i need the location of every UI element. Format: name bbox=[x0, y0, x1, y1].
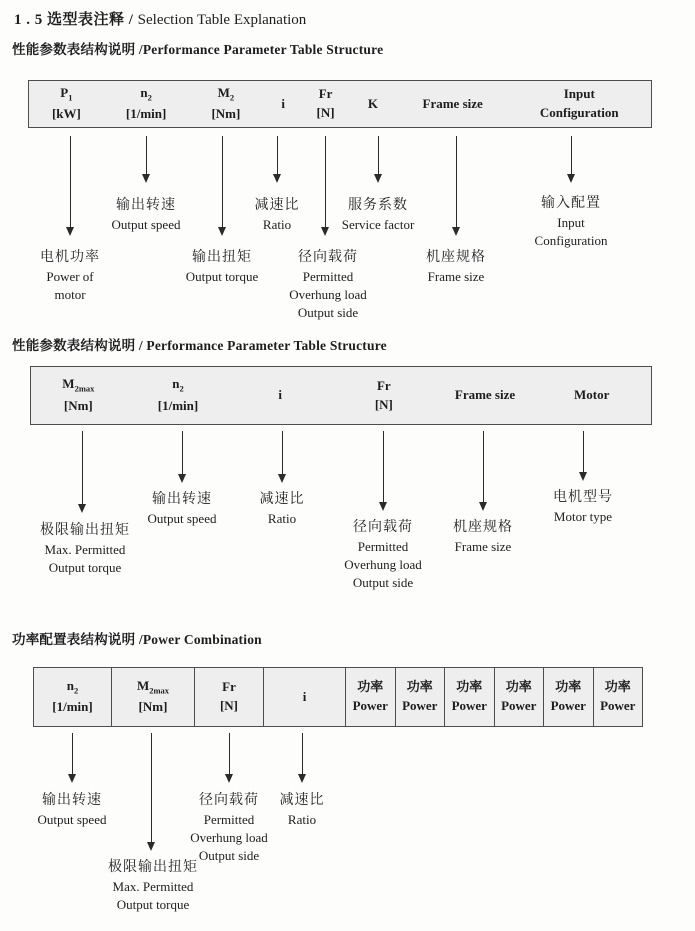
column-n2 bbox=[104, 81, 189, 127]
column-symbol bbox=[423, 97, 483, 112]
column-symbol bbox=[407, 680, 433, 695]
column-symbol bbox=[564, 87, 595, 102]
column-i bbox=[263, 81, 303, 127]
annotation-max-output-torque bbox=[40, 521, 130, 577]
column-power-1 bbox=[346, 668, 396, 726]
page-title-zh: 1 . 5 选型表注释 / bbox=[14, 12, 138, 28]
symbol-subscript: 2 bbox=[73, 685, 79, 696]
column-unit: [1/min] bbox=[157, 397, 199, 413]
annotation-line: 输出扭矩 bbox=[191, 250, 252, 265]
column-unit: Power bbox=[600, 698, 636, 713]
column-fr bbox=[330, 367, 438, 424]
symbol-subscript: 2 bbox=[229, 92, 235, 103]
column-symbol bbox=[357, 680, 383, 695]
annotation-output-speed bbox=[38, 791, 107, 829]
annotation-output-speed bbox=[148, 490, 217, 528]
down-arrow bbox=[176, 431, 188, 483]
annotation-output-torque bbox=[186, 248, 259, 286]
annotation-line: Max. Permitted bbox=[44, 541, 126, 557]
column-symbol bbox=[172, 377, 183, 394]
annotation-line: Output speed bbox=[37, 811, 107, 827]
column-p1 bbox=[29, 81, 104, 127]
column-unit: [N] bbox=[219, 698, 239, 713]
column-frame-size bbox=[438, 367, 533, 424]
column-frame-size bbox=[398, 81, 508, 127]
annotation-overhung-load bbox=[190, 791, 268, 865]
column-symbol bbox=[222, 680, 236, 695]
column-symbol bbox=[455, 388, 515, 403]
annotation-line: motor bbox=[54, 286, 86, 302]
section3-heading: 功率配置表结构说明 /Power Combination bbox=[12, 632, 262, 647]
annotation-line: 电机功率 bbox=[40, 250, 100, 265]
annotation-line: Frame size bbox=[427, 268, 485, 284]
column-unit: Power bbox=[550, 698, 586, 713]
symbol-text: Frame size bbox=[454, 387, 516, 403]
annotation-line: 减速比 bbox=[279, 793, 325, 808]
column-unit: [N] bbox=[316, 105, 335, 120]
column-symbol bbox=[67, 679, 78, 696]
column-unit: Power bbox=[402, 698, 438, 713]
annotation-frame-size bbox=[426, 248, 486, 286]
symbol-text: 功率 bbox=[456, 679, 483, 695]
annotation-line: 机座规格 bbox=[426, 250, 486, 265]
annotation-max-output-torque bbox=[108, 858, 198, 914]
column-symbol bbox=[281, 97, 285, 112]
column-symbol bbox=[218, 86, 235, 103]
annotation-line: 径向载荷 bbox=[298, 250, 358, 265]
page-title-en: Selection Table Explanation bbox=[137, 12, 307, 28]
column-unit: Power bbox=[352, 698, 388, 713]
symbol-text: Frame size bbox=[422, 95, 483, 111]
column-power-4 bbox=[495, 668, 545, 726]
symbol-text: i bbox=[278, 387, 282, 403]
symbol-text: n bbox=[172, 376, 180, 392]
column-motor bbox=[532, 367, 651, 424]
annotation-line: Input bbox=[557, 214, 585, 230]
column-i bbox=[230, 367, 330, 424]
symbol-subscript: 2 bbox=[147, 92, 152, 103]
down-arrow bbox=[145, 733, 157, 851]
column-unit: [N] bbox=[374, 396, 393, 412]
column-symbol bbox=[456, 680, 482, 695]
column-symbol bbox=[62, 377, 94, 394]
column-fr bbox=[195, 668, 264, 726]
annotation-line: Permitted bbox=[203, 811, 255, 827]
column-symbol bbox=[303, 690, 307, 705]
annotation-line: Frame size bbox=[454, 538, 512, 554]
column-symbol bbox=[506, 680, 532, 695]
annotation-line: 极限输出扭矩 bbox=[40, 523, 130, 538]
symbol-text: i bbox=[281, 95, 286, 111]
annotation-line: Power of bbox=[46, 268, 94, 284]
symbol-text: M bbox=[62, 376, 75, 392]
down-arrow bbox=[377, 431, 389, 511]
symbol-text: Fr bbox=[222, 679, 236, 695]
annotation-line: 电机型号 bbox=[553, 490, 613, 505]
down-arrow bbox=[372, 136, 384, 183]
symbol-text: Input bbox=[563, 86, 595, 102]
annotation-line: Output torque bbox=[48, 559, 122, 575]
annotation-line: Output side bbox=[352, 574, 414, 590]
down-arrow bbox=[276, 431, 288, 483]
column-unit: Power bbox=[451, 698, 487, 713]
down-arrow bbox=[140, 136, 152, 183]
column-input-configuration bbox=[507, 81, 651, 127]
annotation-ratio bbox=[260, 490, 305, 528]
column-unit: Power bbox=[501, 698, 537, 713]
column-symbol bbox=[555, 680, 581, 695]
symbol-text: 功率 bbox=[406, 679, 433, 695]
section1-heading: 性能参数表结构说明 /Performance Parameter Table Structure bbox=[12, 42, 384, 57]
down-arrow bbox=[296, 733, 308, 783]
symbol-text: 功率 bbox=[555, 679, 582, 695]
down-arrow bbox=[477, 431, 489, 511]
down-arrow bbox=[565, 136, 577, 183]
power-combination-table bbox=[33, 667, 643, 727]
annotation-service-factor bbox=[342, 196, 415, 234]
column-power-6 bbox=[594, 668, 643, 726]
annotation-line: Output speed bbox=[147, 510, 217, 526]
section2-heading: 性能参数表结构说明 / Performance Parameter Table Structure bbox=[12, 338, 387, 353]
down-arrow bbox=[223, 733, 235, 783]
column-unit: [Nm] bbox=[211, 106, 241, 122]
annotation-line: Output side bbox=[198, 847, 260, 863]
symbol-text: 功率 bbox=[505, 679, 532, 695]
column-power-5 bbox=[544, 668, 594, 726]
down-arrow bbox=[577, 431, 589, 481]
symbol-text: i bbox=[302, 688, 307, 704]
column-n2 bbox=[126, 367, 231, 424]
annotation-output-speed bbox=[112, 196, 181, 234]
annotation-line: 减速比 bbox=[254, 198, 300, 213]
column-unit: [1/min] bbox=[52, 699, 93, 715]
column-symbol bbox=[278, 388, 282, 403]
annotation-line: Max. Permitted bbox=[112, 878, 194, 894]
symbol-subscript: 1 bbox=[68, 92, 73, 103]
annotation-line: Motor type bbox=[553, 508, 613, 524]
symbol-text: 功率 bbox=[604, 679, 631, 695]
annotation-line: 径向载荷 bbox=[199, 793, 259, 808]
annotation-line: 输出转速 bbox=[42, 793, 102, 808]
annotation-ratio bbox=[255, 196, 300, 234]
column-symbol bbox=[140, 86, 151, 103]
annotation-line: Output torque bbox=[185, 268, 259, 284]
symbol-text: M bbox=[136, 677, 150, 693]
column-symbol bbox=[368, 97, 378, 112]
annotation-input-configuration bbox=[535, 194, 608, 250]
column-m2max bbox=[31, 367, 126, 424]
page-title bbox=[14, 8, 306, 29]
annotation-overhung-load bbox=[344, 518, 422, 592]
annotation-line: 极限输出扭矩 bbox=[108, 860, 198, 875]
performance-table-1 bbox=[28, 80, 652, 128]
annotation-line: Output speed bbox=[111, 216, 181, 232]
symbol-text: 功率 bbox=[357, 679, 384, 695]
column-symbol bbox=[574, 388, 609, 403]
annotation-frame-size bbox=[453, 518, 513, 556]
annotation-line: Overhung load bbox=[190, 829, 268, 845]
down-arrow bbox=[450, 136, 462, 236]
annotation-line: Ratio bbox=[262, 216, 292, 232]
down-arrow bbox=[319, 136, 331, 236]
symbol-text: Motor bbox=[573, 387, 610, 403]
down-arrow bbox=[76, 431, 88, 513]
symbol-text: n bbox=[66, 677, 74, 693]
annotation-ratio bbox=[280, 791, 325, 829]
annotation-line: Permitted bbox=[302, 268, 354, 284]
symbol-subscript: 2max bbox=[149, 685, 170, 696]
column-power-2 bbox=[396, 668, 446, 726]
column-m2max bbox=[112, 668, 195, 726]
symbol-text: Fr bbox=[376, 377, 391, 393]
annotation-line: Configuration bbox=[534, 232, 608, 248]
annotation-line: 减速比 bbox=[259, 492, 305, 507]
column-unit: [Nm] bbox=[63, 397, 93, 413]
symbol-text: K bbox=[367, 95, 378, 111]
annotation-line: 径向载荷 bbox=[353, 520, 413, 535]
annotation-line: Ratio bbox=[287, 811, 317, 827]
annotation-line: 输出转速 bbox=[152, 492, 212, 507]
down-arrow bbox=[216, 136, 228, 236]
down-arrow bbox=[271, 136, 283, 183]
column-unit: [kW] bbox=[51, 106, 81, 122]
annotation-line: Overhung load bbox=[289, 286, 367, 302]
annotation-line: Output side bbox=[297, 304, 359, 320]
annotation-line: 输入配置 bbox=[541, 196, 601, 211]
symbol-subscript: 2 bbox=[179, 383, 184, 394]
annotation-line: Overhung load bbox=[344, 556, 422, 572]
column-symbol bbox=[319, 87, 333, 102]
annotation-motor-type bbox=[553, 488, 613, 526]
symbol-text: n bbox=[140, 84, 148, 100]
column-symbol bbox=[60, 86, 72, 103]
column-i bbox=[264, 668, 346, 726]
annotation-line: 输出转速 bbox=[116, 198, 176, 213]
annotation-line: Service factor bbox=[341, 216, 415, 232]
column-power-3 bbox=[445, 668, 495, 726]
down-arrow bbox=[64, 136, 76, 236]
symbol-text: M bbox=[217, 84, 230, 100]
down-arrow bbox=[66, 733, 78, 783]
column-symbol bbox=[137, 679, 169, 696]
annotation-line: Permitted bbox=[357, 538, 409, 554]
symbol-text: P bbox=[60, 84, 69, 100]
column-unit: [1/min] bbox=[125, 106, 167, 122]
column-fr bbox=[303, 81, 348, 127]
annotation-line: Output torque bbox=[116, 896, 190, 912]
column-n2 bbox=[34, 668, 112, 726]
performance-table-2 bbox=[30, 366, 652, 425]
column-m2 bbox=[189, 81, 264, 127]
column-symbol bbox=[605, 680, 631, 695]
column-k bbox=[348, 81, 398, 127]
column-unit: [Nm] bbox=[138, 699, 168, 715]
symbol-text: Fr bbox=[318, 86, 333, 102]
annotation-line: 服务系数 bbox=[347, 198, 408, 213]
column-symbol bbox=[377, 379, 391, 394]
annotation-line: 机座规格 bbox=[453, 520, 513, 535]
column-unit: Configuration bbox=[539, 105, 619, 120]
annotation-overhung-load bbox=[289, 248, 367, 322]
annotation-power-of-motor bbox=[40, 248, 100, 304]
annotation-line: Ratio bbox=[267, 510, 297, 526]
symbol-subscript: 2max bbox=[74, 383, 95, 394]
